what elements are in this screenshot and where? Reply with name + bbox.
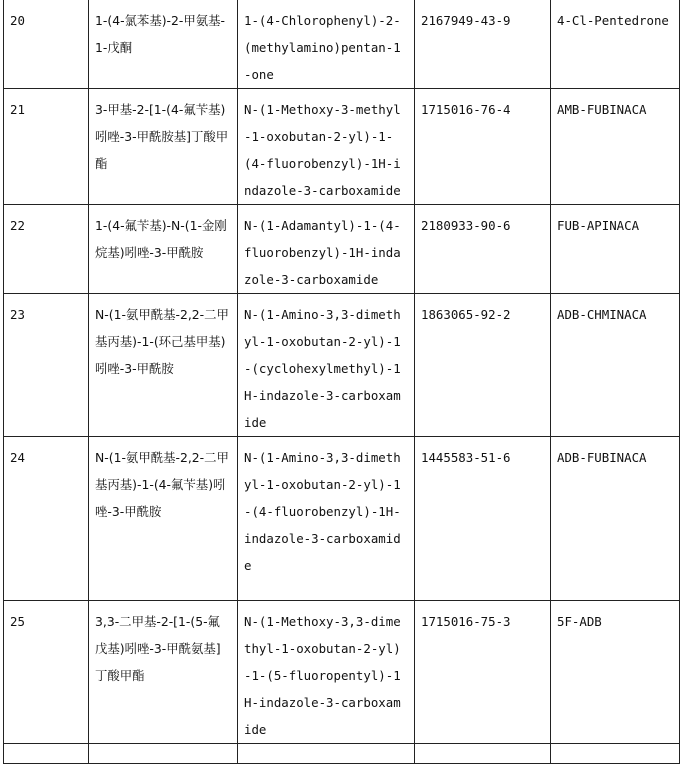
english-name-cell: 1-(4-Chlorophenyl)-2-(methylamino)pentan-1-one [238, 0, 415, 89]
table-row [4, 601, 680, 744]
table-row-continuation [4, 744, 680, 764]
table-row [4, 294, 680, 437]
english-name-cell: N-(1-Amino-3,3-dimethyl-1-oxobutan-2-yl)-1-(cyclohexylmethyl)-1H-indazole-3-carboxamide [238, 294, 415, 437]
row-number: 23 [4, 294, 89, 437]
chinese-name-cell: N-(1-氨甲酰基-2,2-二甲基丙基)-1-(环己基甲基)吲唑-3-甲酰胺 [89, 294, 238, 437]
row-number: 21 [4, 89, 89, 205]
cas-number-cell: 2167949-43-9 [415, 0, 551, 89]
row-number: 20 [4, 0, 89, 89]
cas-number-cell: 1445583-51-6 [415, 437, 551, 601]
english-name-cell: N-(1-Adamantyl)-1-(4-fluorobenzyl)-1H-indazole-3-carboxamide [238, 205, 415, 294]
cas-number-cell: 1715016-76-4 [415, 89, 551, 205]
cas-number-cell: 1863065-92-2 [415, 294, 551, 437]
alias-cell: ADB-FUBINACA [551, 437, 680, 601]
english-name-cell: N-(1-Methoxy-3-methyl-1-oxobutan-2-yl)-1-(4-fluorobenzyl)-1H-indazole-3-carboxamide [238, 89, 415, 205]
empty-cell [238, 744, 415, 764]
chinese-name-cell: 1-(4-氟苄基)-N-(1-金刚烷基)吲唑-3-甲酰胺 [89, 205, 238, 294]
row-number: 22 [4, 205, 89, 294]
empty-cell [415, 744, 551, 764]
chinese-name-cell: N-(1-氨甲酰基-2,2-二甲基丙基)-1-(4-氟苄基)吲唑-3-甲酰胺 [89, 437, 238, 601]
empty-cell [89, 744, 238, 764]
chinese-name-cell: 3-甲基-2-[1-(4-氟苄基)吲唑-3-甲酰胺基]丁酸甲酯 [89, 89, 238, 205]
empty-cell [4, 744, 89, 764]
substance-table [3, 0, 680, 764]
cas-number-cell: 2180933-90-6 [415, 205, 551, 294]
english-name-cell: N-(1-Methoxy-3,3-dimethyl-1-oxobutan-2-yl)-1-(5-fluoropentyl)-1H-indazole-3-carboxamide [238, 601, 415, 744]
alias-cell: FUB-APINACA [551, 205, 680, 294]
row-number: 24 [4, 437, 89, 601]
cas-number-cell: 1715016-75-3 [415, 601, 551, 744]
alias-cell: 4-Cl-Pentedrone [551, 0, 680, 89]
chinese-name-cell: 1-(4-氯苯基)-2-甲氨基-1-戊酮 [89, 0, 238, 89]
row-number: 25 [4, 601, 89, 744]
alias-cell: ADB-CHMINACA [551, 294, 680, 437]
empty-cell [551, 744, 680, 764]
table-row [4, 89, 680, 205]
chinese-name-cell: 3,3-二甲基-2-[1-(5-氟戊基)吲唑-3-甲酰氨基]丁酸甲酯 [89, 601, 238, 744]
table-row [4, 437, 680, 601]
english-name-cell: N-(1-Amino-3,3-dimethyl-1-oxobutan-2-yl)-1-(4-fluorobenzyl)-1H-indazole-3-carboxamide [238, 437, 415, 601]
alias-cell: 5F-ADB [551, 601, 680, 744]
table-row [4, 205, 680, 294]
alias-cell: AMB-FUBINACA [551, 89, 680, 205]
table-row [4, 0, 680, 89]
